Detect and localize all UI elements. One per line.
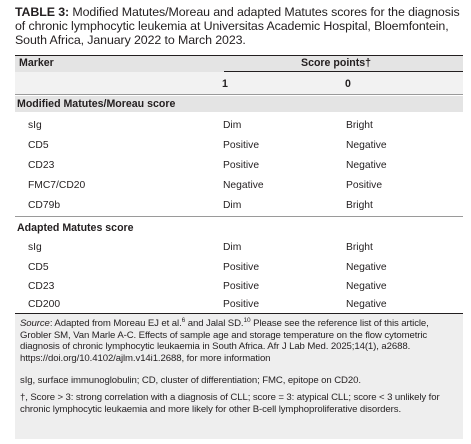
row-score-0: Negative: [346, 281, 387, 292]
row-score-0: Negative: [346, 299, 387, 310]
source-text: Please see the reference list of this article, Grobler SM, Van Marle A-C. Effects of sample age and storage temperature on the flow cytometric diagnosis of chronic lymphocytic leukaemia in South Africa. Afr J Lab Med. 2025;14(1), a2688. https://doi.org/10.4102/ajlm.v14i1.2688, for more information: [20, 318, 429, 364]
header-marker: Marker: [19, 57, 54, 69]
abbreviation-note: sIg, surface immunoglobulin; CD, cluster of differentiation; FMC, epitope on CD20.: [20, 375, 361, 386]
header-score-0: 0: [345, 78, 351, 90]
section-title-adapted: Adapted Matutes score: [17, 222, 134, 234]
table-caption: [15, 5, 463, 48]
reference-marker: 10: [243, 316, 251, 324]
row-marker: CD23: [28, 281, 55, 292]
row-score-0: Negative: [346, 262, 387, 273]
row-score-0: Bright: [346, 200, 373, 211]
dagger-note: †, Score > 3: strong correlation with a diagnosis of CLL; score = 3: atypical CLL; score < 3 unlikely for chronic lymphocytic leukaemia and more likely for other B-cell lymphoproliferative disorders.: [20, 392, 440, 415]
row-score-0: Bright: [346, 120, 373, 131]
source-note: [20, 318, 460, 364]
row-marker: CD5: [28, 140, 49, 151]
row-score-1: Positive: [223, 140, 260, 151]
row-marker: CD79b: [28, 200, 61, 211]
row-score-0: Bright: [346, 242, 373, 253]
section-title-modified: Modified Matutes/Moreau score: [17, 98, 176, 110]
row-score-1: Dim: [223, 242, 242, 253]
source-text: and Jalal SD.: [185, 318, 244, 329]
header-row: [15, 55, 463, 72]
row-score-1: Negative: [223, 180, 264, 191]
row-score-1: Dim: [223, 120, 242, 131]
reference-marker: 6: [181, 316, 186, 324]
row-marker: CD23: [28, 160, 55, 171]
row-marker: CD5: [28, 262, 49, 273]
row-marker: CD200: [28, 299, 61, 310]
row-marker: sIg: [28, 242, 42, 253]
section-divider: [15, 216, 463, 217]
row-score-0: Negative: [346, 140, 387, 151]
row-score-1: Positive: [223, 160, 260, 171]
row-score-1: Positive: [223, 262, 260, 273]
header-score-points: Score points†: [301, 57, 372, 69]
row-score-0: Negative: [346, 160, 387, 171]
row-score-1: Dim: [223, 200, 242, 211]
table-label: TABLE 3:: [15, 5, 70, 19]
row-score-0: Positive: [346, 180, 383, 191]
source-text: : Adapted from Moreau EJ et al.: [49, 318, 182, 329]
header-score-1: 1: [222, 78, 228, 90]
score-subheader-row: [15, 72, 463, 95]
source-label: Source: [20, 318, 50, 329]
row-marker: sIg: [28, 120, 42, 131]
row-score-1: Positive: [223, 299, 260, 310]
table-title: Modified Matutes/Moreau and adapted Matutes scores for the diagnosis of chronic lymphocytic leukemia at Universitas Academic Hospital, Bloemfontein, South Africa, January 2022 to March 2023.: [15, 5, 460, 48]
row-marker: FMC7/CD20: [28, 180, 86, 191]
row-score-1: Positive: [223, 281, 260, 292]
